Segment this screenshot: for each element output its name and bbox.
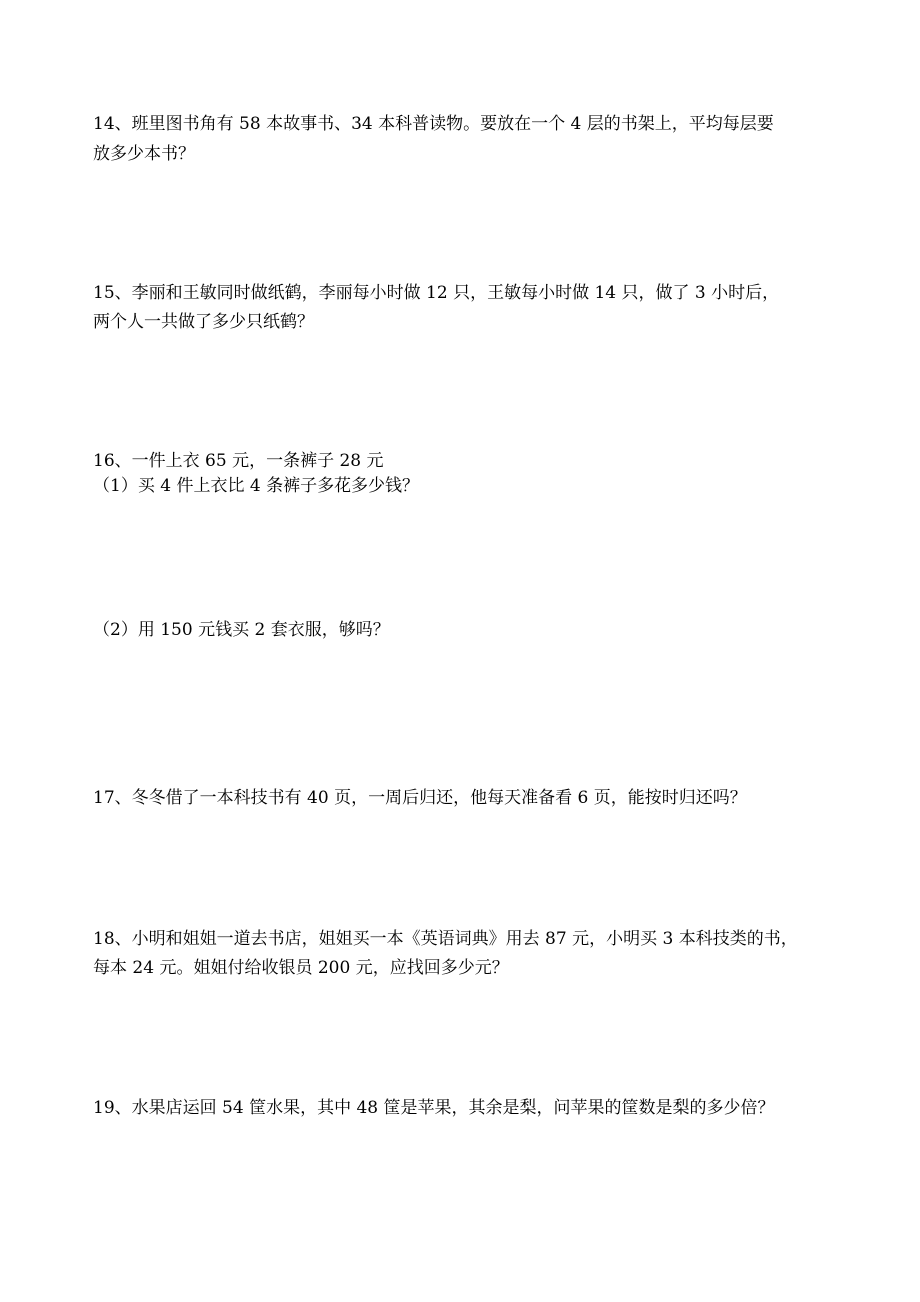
problem-19-line-1: 19、水果店运回 54 筐水果，其中 48 筐是苹果，其余是梨，问苹果的筐数是梨的多少倍？ — [93, 1098, 775, 1118]
problem-16-sub-question-1: （1）买 4 件上衣比 4 条裤子多花多少钱？ — [93, 476, 420, 496]
problem-16-sub-question-2: （2）用 150 元钱买 2 套衣服，够吗？ — [93, 620, 390, 640]
problem-16-line-1: 16、一件上衣 65 元，一条裤子 28 元 — [93, 451, 384, 471]
problem-15-line-2: 两个人一共做了多少只纸鹤？ — [93, 312, 314, 332]
problem-14-line-1: 14、班里图书角有 58 本故事书、34 本科普读物。要放在一个 4 层的书架上，平均每层要 — [93, 114, 774, 134]
problem-15-line-1: 15、李丽和王敏同时做纸鹤，李丽每小时做 12 只，王敏每小时做 14 只，做了 3 小时后， — [93, 283, 780, 303]
problem-18-line-2: 每本 24 元。姐姐付给收银员 200 元，应找回多少元？ — [93, 958, 509, 978]
problem-18-line-1: 18、小明和姐姐一道去书店，姐姐买一本《英语词典》用去 87 元，小明买 3 本科技类的书， — [93, 929, 798, 949]
problem-17-line-1: 17、冬冬借了一本科技书有 40 页，一周后归还，他每天准备看 6 页，能按时归还吗？ — [93, 788, 747, 808]
problem-14-line-2: 放多少本书？ — [93, 144, 195, 164]
